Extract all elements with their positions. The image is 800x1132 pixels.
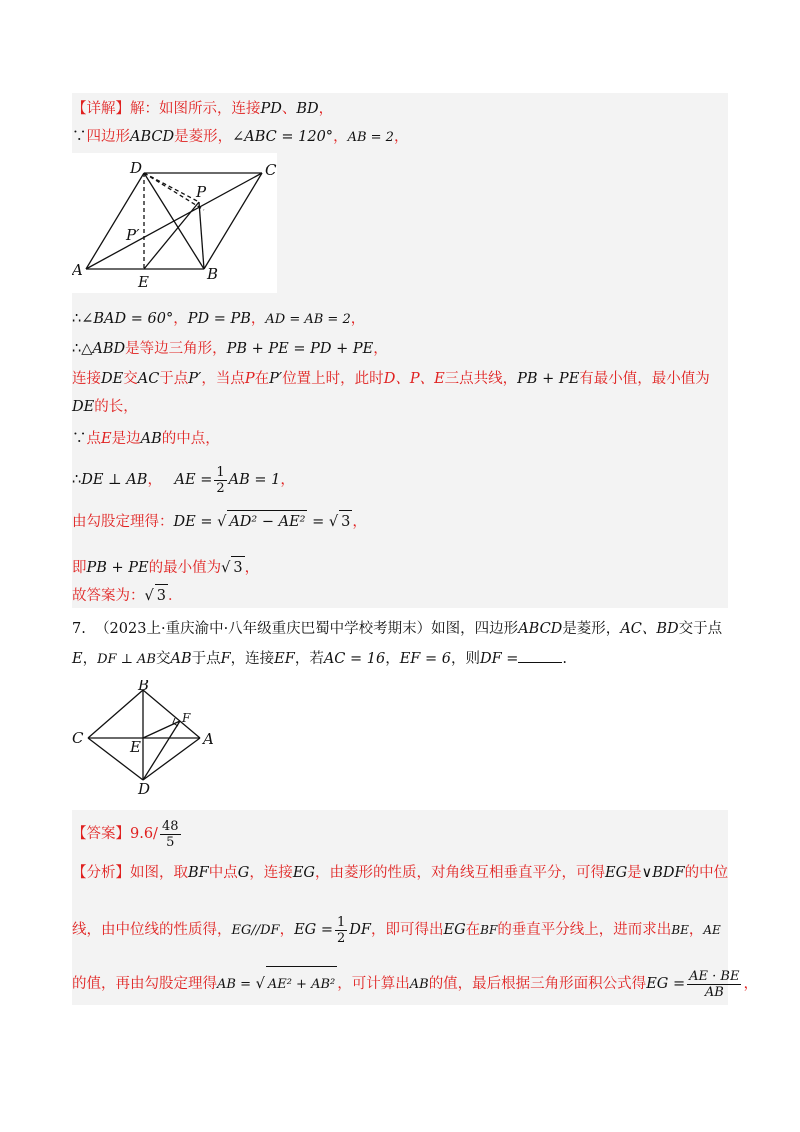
fraction-area: $\frac{AE \cdot BE}{AB}$: [689, 968, 740, 1000]
answer-line: 【答案】9.6/ $\frac{48}{5}$: [72, 818, 179, 850]
edge-ad: [86, 173, 144, 269]
analysis-line-2: 线，由中位线的性质得，EG//DF，EG = $\frac{1}{2}$ DF，即可得出EG在BF的垂直平分线上，进而求出BE，AE: [72, 914, 721, 946]
label-e: E: [130, 738, 141, 756]
label-b: B: [207, 265, 219, 283]
question-number: 7.: [72, 621, 86, 637]
figure-rhombus-2-svg: [72, 680, 222, 795]
edge-ad: [143, 738, 200, 780]
detail-line-10: 即PB + PE的最小值为√ 3 ，: [72, 556, 259, 579]
detail-line-1: 【详解】解：如图所示，连接PD、BD，: [72, 101, 334, 117]
fraction-half: $\frac{1}{2}$: [216, 464, 225, 496]
label-d: D: [130, 159, 143, 177]
label-c: C: [265, 161, 277, 179]
detail-line-4: ∴△ABD是等边三角形，PB + PE = PD + PE，: [72, 341, 388, 357]
question-7-line-1: 7. （2023上·重庆渝中·八年级重庆巴蜀中学校考期末）如图，四边形ABCD是菱形，AC、BD交于点: [72, 621, 723, 637]
segment-ep: [144, 202, 199, 269]
label-f: F: [182, 711, 191, 725]
edge-cb: [88, 690, 143, 738]
detail-line-3: ∴∠BAD = 60°，PD = PB，AD = AB = 2，: [72, 311, 366, 327]
figure-rhombus-1-svg: [72, 153, 277, 293]
segment-dash-extra: [144, 173, 204, 210]
segment-pb: [199, 202, 204, 269]
label-a: A: [72, 261, 83, 279]
edge-ba: [143, 690, 200, 738]
label-p-prime: P′: [126, 226, 140, 244]
label-b: B: [138, 680, 150, 694]
detail-line-7: ∵点E是边AB的中点，: [72, 431, 220, 447]
detail-label: 【详解】: [72, 101, 130, 117]
analysis-line-1: 【分析】如图，取BF中点G，连接EG，由菱形的性质，对角线互相垂直平分，可得EG是∨BDF的中位: [72, 865, 729, 881]
label-d: D: [138, 780, 151, 795]
figure-rhombus-2: [72, 680, 222, 795]
analysis-label: 【分析】: [72, 865, 130, 881]
edge-cb: [204, 173, 262, 269]
detail-line-2: ∵四边形ABCD是菱形，∠ABC = 120°，AB = 2，: [72, 129, 409, 145]
detail-line-5: 连接DE交AC于点P′，当点P在P′位置上时，此时D、P、E三点共线，PB + PE有最小值，最小值为: [72, 371, 710, 387]
detail-line-8: ∴DE ⊥ AB， AE = $\frac{1}{2}$ AB = 1，: [72, 464, 295, 496]
fraction-half-2: $\frac{1}{2}$: [337, 914, 346, 946]
label-p: P: [196, 183, 207, 201]
label-a: A: [203, 730, 214, 748]
detail-line-9: 由勾股定理得：DE = √ AD² − AE² = √ 3 ，: [72, 510, 367, 533]
answer-fraction: $\frac{48}{5}$: [161, 818, 179, 850]
answer-label: 【答案】: [72, 826, 130, 842]
detail-line-6: DE的长，: [72, 399, 138, 415]
analysis-line-3: 的值，再由勾股定理得AB = √ AE² + AB² ，可计算出AB的值，最后根据三角形面积公式得EG = $\frac{AE \cdot BE}{AB}$ ，: [72, 966, 758, 1003]
answer-blank[interactable]: [518, 662, 562, 663]
label-e: E: [138, 273, 149, 291]
detail-line-11: 故答案为：√ 3 ．: [72, 584, 182, 607]
segment-db: [144, 173, 204, 269]
question-7-line-2: E，DF ⊥ AB交AB于点F，连接EF，若AC = 16，EF = 6，则DF = .: [72, 651, 568, 667]
label-c: C: [72, 729, 84, 747]
figure-rhombus-1: [72, 153, 277, 293]
